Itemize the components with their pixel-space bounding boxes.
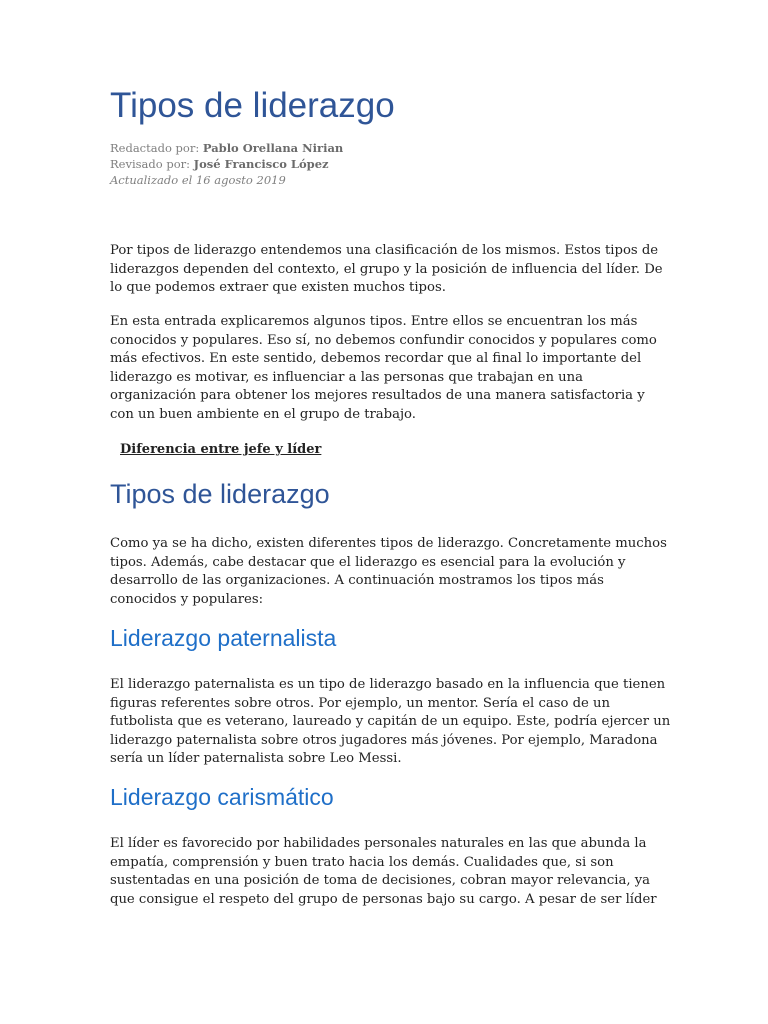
text-line: Por tipos de liderazgo entendemos una clasificación de los mismos. Estos tipos de — [110, 243, 659, 258]
text-line: liderazgos dependen del contexto, el grupo y la posición de influencia del líder. De — [110, 261, 663, 277]
paternalista-paragraph — [110, 676, 670, 769]
section-heading: Tipos de liderazgo — [110, 479, 330, 509]
page-title: Tipos de liderazgo — [110, 86, 395, 125]
text-line: organización para obtener los mejores resultados de una manera satisfactoria y — [110, 388, 645, 404]
text-line: liderazgo es motivar, es influenciar a las personas que trabajan en una — [110, 369, 584, 385]
text-line: con un buen ambiente en el grupo de trabajo. — [110, 406, 416, 422]
intro-paragraph-1 — [110, 242, 663, 298]
updated-date: Actualizado el 16 agosto 2019 — [110, 173, 286, 187]
article-meta — [110, 140, 343, 188]
text-line: sustentadas en una posición de toma de decisiones, cobran mayor relevancia, ya — [110, 873, 651, 889]
carismatico-paragraph — [110, 835, 657, 909]
reviewer-name: José Francisco López — [193, 157, 329, 171]
text-line: que consigue el respeto del grupo de personas bajo su cargo. A pesar de ser líder — [110, 891, 657, 907]
related-link[interactable]: Diferencia entre jefe y líder — [120, 442, 322, 457]
text-line: El líder es favorecido por habilidades personales naturales en las que abunda la — [110, 836, 647, 851]
text-line: tipos. Además, cabe destacar que el liderazgo es esencial para la evolución y — [110, 554, 626, 570]
text-line: futbolista que es veterano, laureado y capitán de un equipo. Este, podría ejercer un — [110, 714, 671, 730]
text-line: lo que podemos extraer que existen muchos tipos. — [110, 280, 446, 296]
reviewer-line — [110, 156, 343, 172]
paternalista-heading: Liderazgo paternalista — [110, 625, 337, 651]
author-label: Redactado por: — [110, 141, 200, 155]
text-line: figuras referentes sobre otros. Por ejemplo, un mentor. Sería el caso de un — [110, 695, 611, 711]
text-line: sería un líder paternalista sobre Leo Messi. — [110, 751, 402, 767]
text-line: liderazgo paternalista sobre otros jugadores más jóvenes. Por ejemplo, Maradona — [110, 732, 658, 748]
text-line: El liderazgo paternalista es un tipo de liderazgo basado en la influencia que tienen — [110, 677, 666, 692]
text-line: más efectivos. En este sentido, debemos recordar que al final lo importante del — [110, 351, 642, 367]
text-line: desarrollo de las organizaciones. A continuación mostramos los tipos más — [110, 573, 604, 589]
text-line: Como ya se ha dicho, existen diferentes tipos de liderazgo. Concretamente muchos — [110, 536, 667, 551]
text-line: conocidos y populares: — [110, 591, 264, 607]
intro-paragraph-2 — [110, 313, 657, 425]
author-line — [110, 140, 343, 156]
carismatico-heading: Liderazgo carismático — [110, 784, 334, 810]
reviewer-label: Revisado por: — [110, 157, 190, 171]
author-name: Pablo Orellana Nirian — [202, 141, 344, 155]
section-paragraph — [110, 535, 667, 609]
text-line: conocidos y populares. Eso sí, no debemos confundir conocidos y populares como — [110, 332, 657, 348]
text-line: En esta entrada explicaremos algunos tipos. Entre ellos se encuentran los más — [110, 314, 638, 329]
text-line: empatía, comprensión y buen trato hacia los demás. Cualidades que, si son — [110, 854, 614, 870]
